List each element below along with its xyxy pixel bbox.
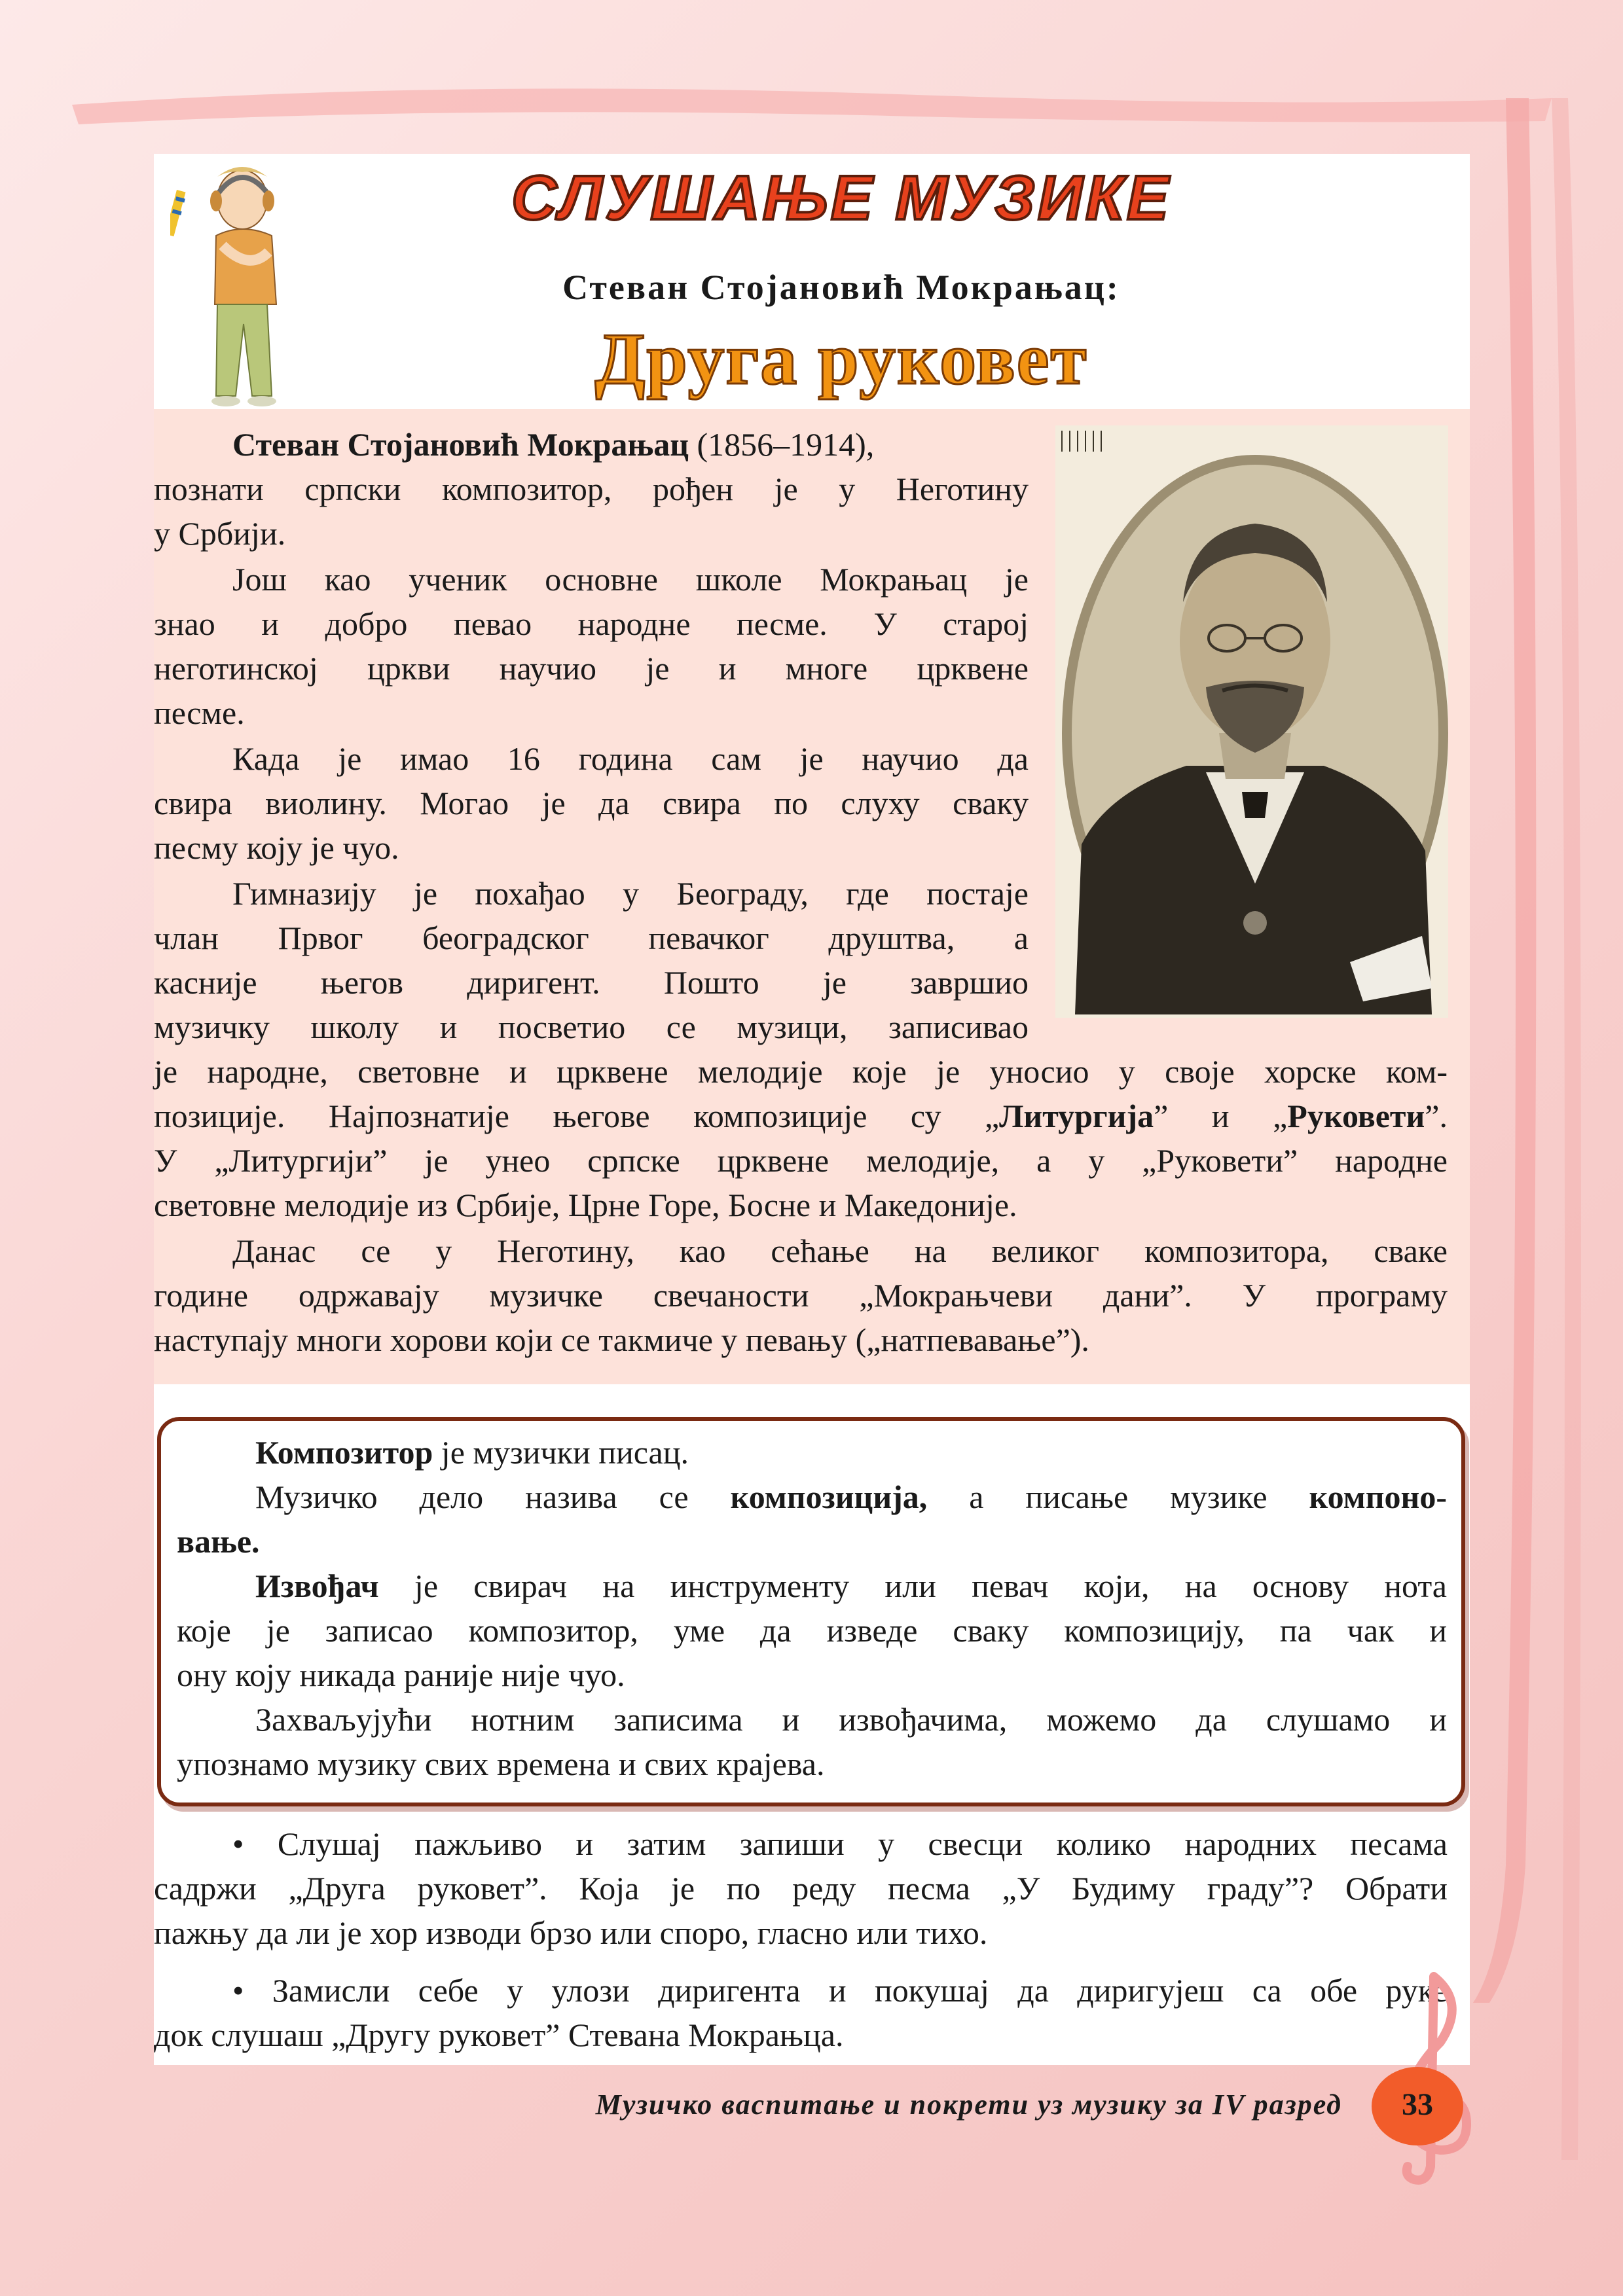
bio-p5-line1: Данас се у Неготину, као сећање на великог композитора, сваке [232,1232,1448,1269]
definition-composition: Музичко дело назива се композиција, а писање музике компоно- [255,1479,1447,1515]
definition-summary-line2: упознамо музику свих времена и свих крајева. [177,1746,825,1782]
bio-p5-line3: наступају многи хорови који се такмиче у певању („натпевавање”). [154,1321,1089,1358]
bio-p1-line3: у Србији. [154,515,286,552]
bio-p2-line2: знао и добро певао народне песме. У старој [154,605,1029,642]
definition-performer-line2: које је записао композитор, уме да изведе сваку композицију, па чак и [177,1612,1447,1649]
bio-p4-line8: световне мелодије из Србије, Црне Горе, Босне и Македоније. [154,1187,1017,1223]
bio-p4-line6: позиције. Најпознатије његове композиције су „Литургија” и „Руковети”. [154,1098,1448,1134]
definition-performer-line3: ону коју никада раније није чуо. [177,1657,625,1693]
bio-p4-line3: касније његов диригент. Пошто је завршио [154,964,1029,1001]
definition-composer: Композитор је музички писац. [255,1434,689,1471]
bio-p2-line1: Још као ученик основне школе Мокрањац је [232,561,1029,598]
bio-p3-line2: свира виолину. Могао је да свира по слуху сваку [154,785,1029,821]
task1-line3: пажњу да ли је хор изводи брзо или споро, гласно или тихо. [154,1914,988,1951]
definition-composing: вање. [177,1523,260,1560]
bio-p4-line2: члан Првог београдског певачког друштва, а [154,920,1029,956]
task2-line2: док слушаш „Другу руковет” Стевана Мокрањца. [154,2017,844,2053]
bio-p4-line7: У „Литургији” је унео српске црквене мелодије, а у „Руковети” народне [154,1142,1448,1179]
task1-line1: • Слушај пажљиво и затим запиши у свесци колико народних песама [232,1825,1448,1862]
book-title-footer: Музичко васпитање и покрети уз музику за IV разред [595,2089,1342,2121]
bio-p2-line4: песме. [154,694,245,731]
piece-title: Друга руковет [594,319,1088,400]
definition-performer-line1: Извођач је свирач на инструменту или певач који, на основу нота [255,1568,1447,1604]
composer-portrait [1055,425,1448,1018]
bio-p1-line1: Стеван Стојановић Мокрањац (1856–1914), [232,426,875,463]
section-title: СЛУШАЊЕ МУЗИКЕ [511,163,1171,233]
bio-p4-line5: је народне, световне и црквене мелодије које је уносио у своје хорске ком- [154,1053,1448,1090]
page-number: 33 [1402,2087,1433,2122]
composer-subtitle: Стеван Стојановић Мокрањац: [562,268,1120,307]
bio-p2-line3: неготинској цркви научио је и многе црквене [154,650,1029,687]
bio-p4-line4: музичку школу и посветио се музици, записивао [154,1009,1029,1045]
bio-p5-line2: године одржавају музичке свечаности „Мокрањчеви дани”. У програму [154,1277,1448,1314]
task1-line2: садржи „Друга руковет”. Која је по реду песма „У Будиму граду”? Обрати [154,1870,1448,1907]
boy-with-headphones-illustration [170,154,308,416]
bio-p3-line1: Када је имао 16 година сам је научио да [232,740,1029,777]
bio-p3-line3: песму коју је чуо. [154,829,399,866]
bio-p1-line2: познати српски композитор, рођен је у Неготину [154,471,1029,507]
bio-p4-line1: Гимназију је похађао у Београду, где постаје [232,875,1029,912]
definition-summary-line1: Захваљујући нотним записима и извођачима, можемо да слушамо и [255,1701,1447,1738]
task2-line1: • Замисли себе у улози диригента и покушај да диригујеш са обе руке [232,1972,1448,2009]
